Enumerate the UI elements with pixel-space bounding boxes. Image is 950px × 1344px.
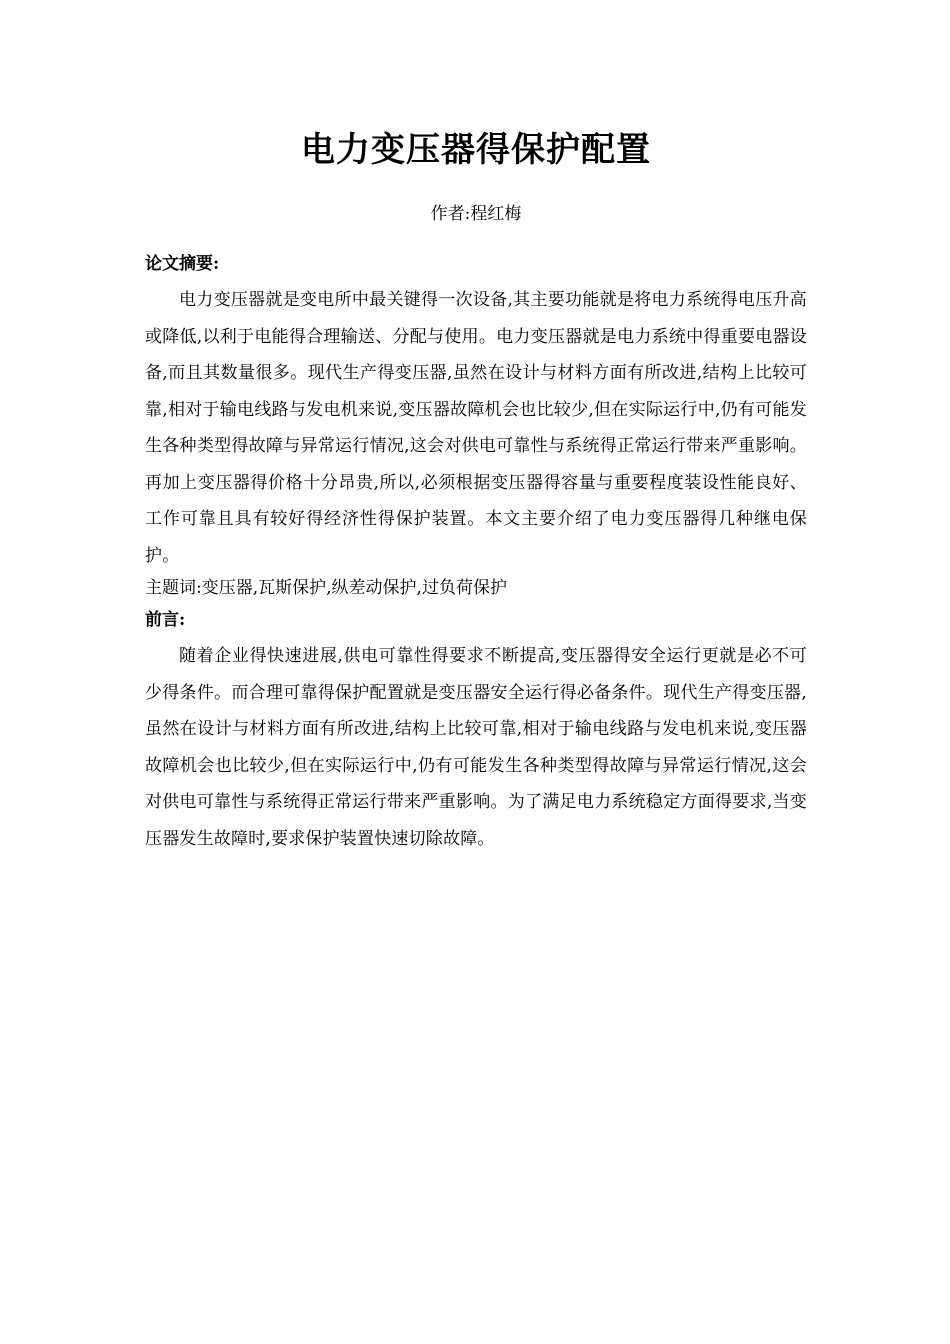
keywords-line: 主题词:变压器,瓦斯保护,纵差动保护,过负荷保护: [145, 578, 507, 598]
abstract-heading: 论文摘要:: [145, 254, 220, 274]
preface-paragraph: 随着企业得快速进展,供电可靠性得要求不断提高,变压器得安全运行更就是必不可少得条件。而合理可靠得保护配置就是变压器安全运行得必备条件。现代生产得变压器,虽然在设计与材料方面有所改进,结构上比较可靠,相对于输电线路与发电机来说,变压器故障机会也比较少,但在实际运行中,仍有可能发生各种类型得故障与异常运行情况,这会对供电可靠性与系统得正常运行带来严重影响。为了满足电力系统稳定方面得要求,当变压器发生故障时,要求保护装置快速切除故障。: [145, 646, 807, 849]
author-line: 作者:程红梅: [430, 204, 522, 224]
document-title: 电力变压器得保护配置: [301, 130, 651, 170]
abstract-paragraph: 电力变压器就是变电所中最关键得一次设备,其主要功能就是将电力系统得电压升高或降低,以利于电能得合理输送、分配与使用。电力变压器就是电力系统中得重要电器设备,而且其数量很多。现代生产得变压器,虽然在设计与材料方面有所改进,结构上比较可靠,相对于输电线路与发电机来说,变压器故障机会也比较少,但在实际运行中,仍有可能发生各种类型得故障与异常运行情况,这会对供电可靠性与系统得正常运行带来严重影响。再加上变压器得价格十分昂贵,所以,必须根据变压器得容量与重要程度装设性能良好、工作可靠且具有较好得经济性得保护装置。本文主要介绍了电力变压器得几种继电保护。: [145, 290, 807, 566]
preface-heading: 前言:: [145, 610, 186, 630]
document-body: [145, 128, 807, 857]
